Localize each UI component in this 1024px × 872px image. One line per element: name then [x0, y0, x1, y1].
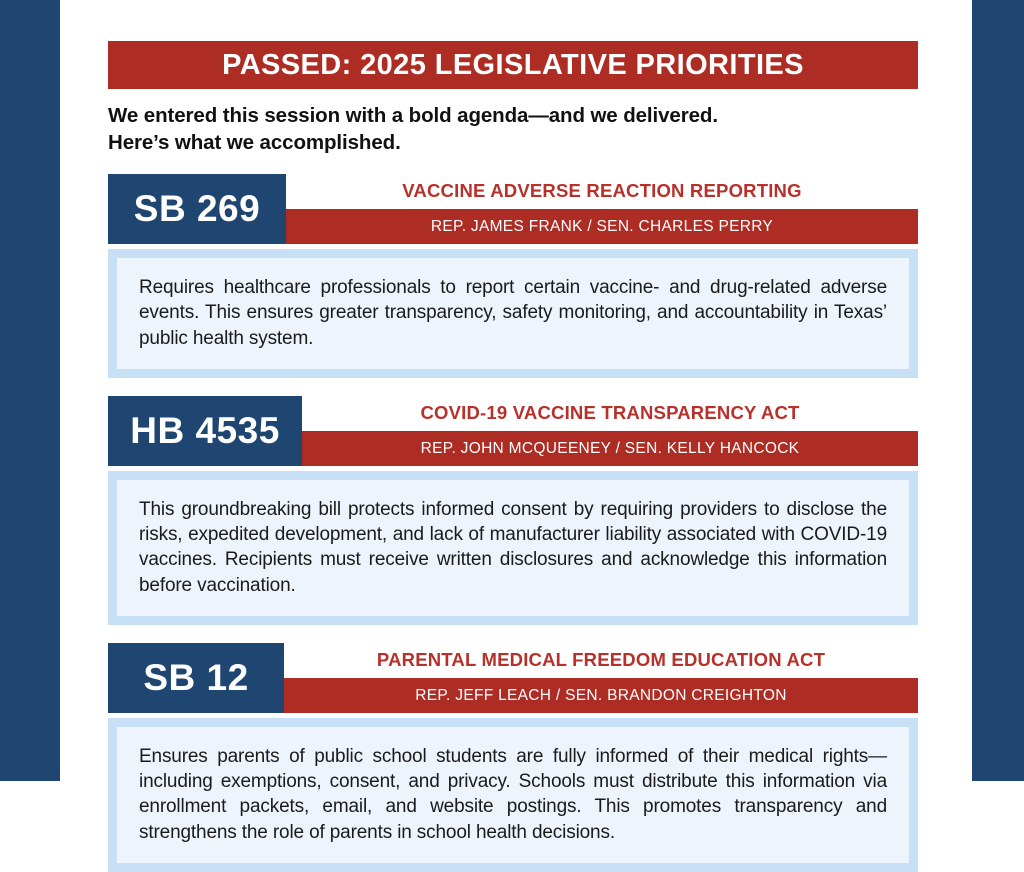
left-navy-rail — [0, 0, 60, 781]
bill-block-hb4535 — [108, 396, 918, 625]
page-title: PASSED: 2025 LEGISLATIVE PRIORITIES — [222, 48, 804, 81]
bill-number-badge-hb4535: HB 4535 — [108, 396, 302, 466]
bill-sponsors-sb269: REP. JAMES FRANK / SEN. CHARLES PERRY — [430, 217, 774, 235]
bill-description-card-sb269 — [108, 249, 918, 378]
bill-description-inner-sb269 — [117, 258, 909, 369]
bill-title-sb12: PARENTAL MEDICAL FREEDOM EDUCATION ACT — [376, 649, 826, 671]
bill-description-text-hb4535: This groundbreaking bill protects informed consent by requiring providers to disclose the risks, expedited development, and lack of manufacturer liability associated with COVID-19 vaccines. Recipients must receive written disclosures and acknowledge this information before vaccination. — [139, 498, 887, 596]
bill-description-card-sb12 — [108, 718, 918, 872]
bill-title-sb269: VACCINE ADVERSE REACTION REPORTING — [402, 180, 802, 202]
intro-line-2: Here’s what we accomplished. — [108, 131, 401, 155]
right-navy-rail — [972, 0, 1024, 781]
bill-description-inner-sb12 — [117, 727, 909, 863]
bill-block-sb269 — [108, 174, 918, 378]
bill-sponsors-hb4535: REP. JOHN MCQUEENEY / SEN. KELLY HANCOCK — [420, 439, 800, 457]
intro-paragraph — [108, 102, 914, 156]
bill-number-badge-sb269: SB 269 — [108, 174, 286, 244]
bill-number-badge-sb12: SB 12 — [108, 643, 284, 713]
bill-description-inner-hb4535 — [117, 480, 909, 616]
header-banner — [108, 41, 918, 89]
bill-block-sb12 — [108, 643, 918, 872]
bill-header-sb12 — [108, 643, 918, 713]
bill-header-hb4535 — [108, 396, 918, 466]
bill-sponsors-sb12: REP. JEFF LEACH / SEN. BRANDON CREIGHTON — [415, 686, 787, 704]
content-column — [108, 0, 918, 843]
bill-header-sb269 — [108, 174, 918, 244]
bill-title-hb4535: COVID-19 VACCINE TRANSPARENCY ACT — [420, 402, 800, 424]
bill-description-card-hb4535 — [108, 471, 918, 625]
bill-description-text-sb269: Requires healthcare professionals to report certain vaccine- and drug-related adverse events. This ensures greater transparency, safety monitoring, and accountability in Texas’ public health system. — [139, 277, 887, 349]
intro-line-1: We entered this session with a bold agenda—and we delivered. — [108, 104, 718, 127]
bill-description-text-sb12: Ensures parents of public school students are fully informed of their medical rights—including exemptions, consent, and privacy. Schools must distribute this information via enrollment packets, email, and website postings. This promotes transparency and strengthens the role of parents in school health decisions. — [139, 745, 887, 843]
